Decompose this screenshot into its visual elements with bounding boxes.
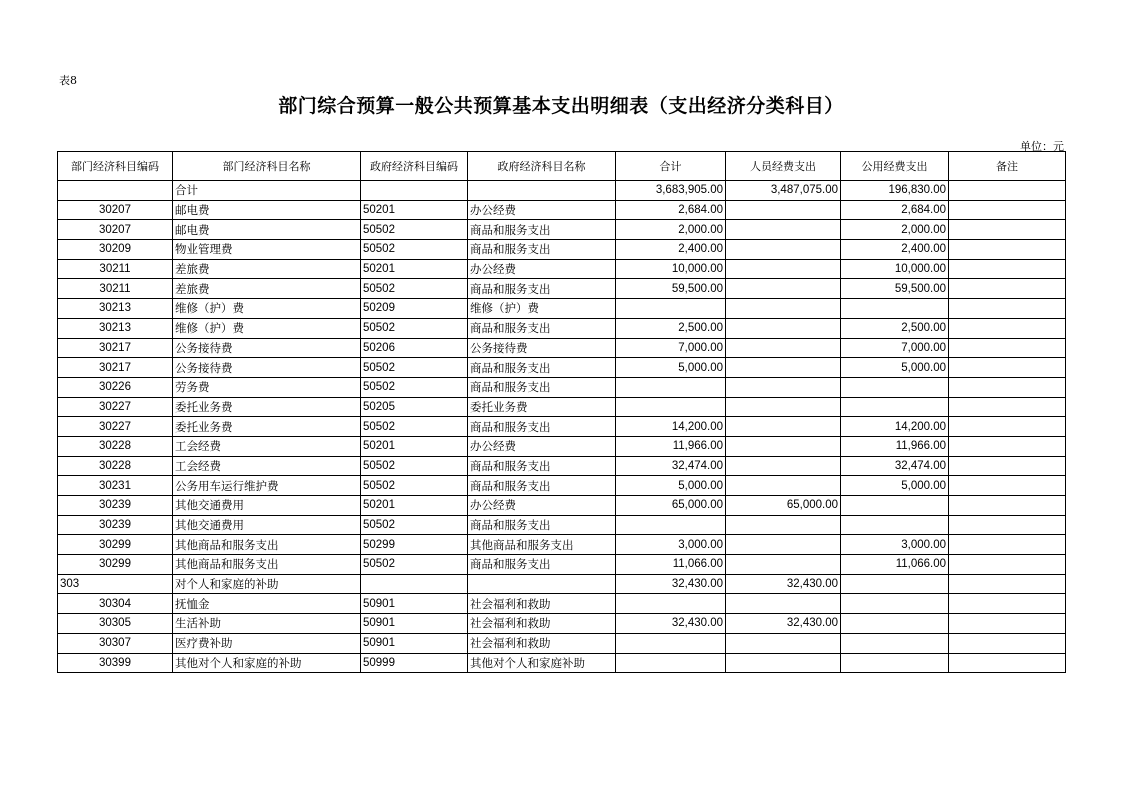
cell-note <box>949 377 1066 397</box>
cell-dept-code: 30213 <box>58 299 173 319</box>
cell-dept-code <box>58 181 173 201</box>
cell-dept-name: 工会经费 <box>173 456 361 476</box>
cell-gov-code: 50502 <box>361 555 468 575</box>
table-row <box>58 574 1066 594</box>
cell-personnel <box>726 436 841 456</box>
cell-dept-name: 对个人和家庭的补助 <box>173 574 361 594</box>
cell-personnel <box>726 200 841 220</box>
cell-public: 5,000.00 <box>841 476 949 496</box>
cell-note <box>949 436 1066 456</box>
cell-note <box>949 496 1066 516</box>
cell-dept-code: 30305 <box>58 614 173 634</box>
cell-public: 32,474.00 <box>841 456 949 476</box>
cell-gov-code: 50502 <box>361 476 468 496</box>
cell-public <box>841 614 949 634</box>
cell-gov-code: 50502 <box>361 318 468 338</box>
cell-public <box>841 496 949 516</box>
cell-note <box>949 240 1066 260</box>
cell-personnel <box>726 377 841 397</box>
cell-total: 5,000.00 <box>616 476 726 496</box>
cell-dept-code: 30213 <box>58 318 173 338</box>
cell-gov-code: 50201 <box>361 259 468 279</box>
cell-total <box>616 633 726 653</box>
header-note: 备注 <box>949 152 1066 181</box>
table-row <box>58 299 1066 319</box>
cell-total: 3,683,905.00 <box>616 181 726 201</box>
cell-note <box>949 456 1066 476</box>
table-row <box>58 555 1066 575</box>
cell-gov-code: 50502 <box>361 279 468 299</box>
cell-personnel <box>726 535 841 555</box>
cell-gov-code: 50502 <box>361 456 468 476</box>
cell-public: 7,000.00 <box>841 338 949 358</box>
cell-total: 14,200.00 <box>616 417 726 437</box>
cell-gov-code: 50205 <box>361 397 468 417</box>
cell-dept-name: 差旅费 <box>173 279 361 299</box>
cell-note <box>949 220 1066 240</box>
cell-personnel <box>726 299 841 319</box>
cell-personnel <box>726 358 841 378</box>
table-row <box>58 397 1066 417</box>
table-row <box>58 279 1066 299</box>
cell-gov-name: 商品和服务支出 <box>468 358 616 378</box>
table-row <box>58 417 1066 437</box>
cell-gov-name: 商品和服务支出 <box>468 318 616 338</box>
cell-public <box>841 397 949 417</box>
cell-gov-code: 50502 <box>361 515 468 535</box>
cell-dept-code: 303 <box>58 574 173 594</box>
cell-note <box>949 397 1066 417</box>
cell-gov-code: 50502 <box>361 417 468 437</box>
cell-dept-name: 公务接待费 <box>173 338 361 358</box>
cell-total: 32,474.00 <box>616 456 726 476</box>
cell-personnel <box>726 476 841 496</box>
cell-public: 3,000.00 <box>841 535 949 555</box>
cell-gov-name: 商品和服务支出 <box>468 377 616 397</box>
header-gov-code: 政府经济科目编码 <box>361 152 468 181</box>
cell-public: 2,684.00 <box>841 200 949 220</box>
cell-gov-name <box>468 574 616 594</box>
cell-dept-name: 委托业务费 <box>173 417 361 437</box>
cell-dept-name: 邮电费 <box>173 220 361 240</box>
table-row <box>58 181 1066 201</box>
table-row <box>58 614 1066 634</box>
cell-public: 5,000.00 <box>841 358 949 378</box>
cell-note <box>949 299 1066 319</box>
cell-gov-name: 社会福利和救助 <box>468 594 616 614</box>
cell-note <box>949 653 1066 673</box>
table-row <box>58 318 1066 338</box>
table-row <box>58 259 1066 279</box>
cell-total: 11,066.00 <box>616 555 726 575</box>
cell-public: 11,966.00 <box>841 436 949 456</box>
cell-total: 11,966.00 <box>616 436 726 456</box>
cell-gov-name: 商品和服务支出 <box>468 220 616 240</box>
cell-note <box>949 555 1066 575</box>
cell-gov-name: 商品和服务支出 <box>468 240 616 260</box>
page-title: 部门综合预算一般公共预算基本支出明细表（支出经济分类科目） <box>278 95 844 117</box>
cell-personnel <box>726 318 841 338</box>
cell-dept-name: 差旅费 <box>173 259 361 279</box>
table-row <box>58 200 1066 220</box>
table-row <box>58 594 1066 614</box>
table-row <box>58 338 1066 358</box>
cell-note <box>949 515 1066 535</box>
cell-total <box>616 299 726 319</box>
cell-gov-name: 委托业务费 <box>468 397 616 417</box>
cell-total: 2,684.00 <box>616 200 726 220</box>
cell-total: 32,430.00 <box>616 574 726 594</box>
cell-gov-name: 维修（护）费 <box>468 299 616 319</box>
cell-public <box>841 299 949 319</box>
cell-public: 196,830.00 <box>841 181 949 201</box>
cell-note <box>949 279 1066 299</box>
table-row <box>58 358 1066 378</box>
table-row <box>58 436 1066 456</box>
cell-gov-name: 办公经费 <box>468 436 616 456</box>
cell-total: 7,000.00 <box>616 338 726 358</box>
cell-gov-code: 50999 <box>361 653 468 673</box>
cell-gov-code: 50502 <box>361 240 468 260</box>
cell-total <box>616 397 726 417</box>
cell-dept-code: 30228 <box>58 436 173 456</box>
cell-dept-name: 生活补助 <box>173 614 361 634</box>
cell-dept-code: 30231 <box>58 476 173 496</box>
cell-dept-name: 邮电费 <box>173 200 361 220</box>
cell-personnel: 32,430.00 <box>726 614 841 634</box>
cell-gov-code: 50201 <box>361 436 468 456</box>
cell-personnel <box>726 633 841 653</box>
header-row <box>58 152 1066 181</box>
cell-dept-code: 30239 <box>58 515 173 535</box>
cell-total: 2,400.00 <box>616 240 726 260</box>
table-row <box>58 633 1066 653</box>
cell-gov-code <box>361 574 468 594</box>
cell-total: 3,000.00 <box>616 535 726 555</box>
cell-gov-name: 商品和服务支出 <box>468 456 616 476</box>
cell-dept-name: 其他交通费用 <box>173 515 361 535</box>
cell-dept-name: 其他商品和服务支出 <box>173 535 361 555</box>
cell-personnel <box>726 279 841 299</box>
cell-gov-code <box>361 181 468 201</box>
cell-note <box>949 338 1066 358</box>
cell-gov-name: 办公经费 <box>468 259 616 279</box>
budget-table <box>57 151 1066 673</box>
cell-total <box>616 515 726 535</box>
cell-dept-code: 30226 <box>58 377 173 397</box>
cell-total: 59,500.00 <box>616 279 726 299</box>
cell-dept-name: 其他商品和服务支出 <box>173 555 361 575</box>
cell-gov-name: 商品和服务支出 <box>468 476 616 496</box>
cell-dept-name: 公务接待费 <box>173 358 361 378</box>
cell-dept-code: 30209 <box>58 240 173 260</box>
cell-gov-name: 商品和服务支出 <box>468 555 616 575</box>
cell-public <box>841 633 949 653</box>
cell-gov-name: 商品和服务支出 <box>468 279 616 299</box>
cell-personnel <box>726 653 841 673</box>
cell-dept-name: 物业管理费 <box>173 240 361 260</box>
cell-personnel <box>726 220 841 240</box>
cell-note <box>949 574 1066 594</box>
header-dept-code: 部门经济科目编码 <box>58 152 173 181</box>
cell-dept-name: 维修（护）费 <box>173 299 361 319</box>
cell-public <box>841 574 949 594</box>
header-gov-name: 政府经济科目名称 <box>468 152 616 181</box>
cell-total <box>616 653 726 673</box>
cell-dept-name: 公务用车运行维护费 <box>173 476 361 496</box>
table-row <box>58 377 1066 397</box>
cell-dept-code: 30207 <box>58 220 173 240</box>
cell-total <box>616 594 726 614</box>
cell-public: 11,066.00 <box>841 555 949 575</box>
cell-gov-code: 50502 <box>361 377 468 397</box>
cell-public: 10,000.00 <box>841 259 949 279</box>
cell-personnel <box>726 240 841 260</box>
cell-gov-code: 50502 <box>361 220 468 240</box>
table-row <box>58 515 1066 535</box>
cell-note <box>949 318 1066 338</box>
cell-gov-code: 50201 <box>361 200 468 220</box>
table-row <box>58 535 1066 555</box>
table-number: 表8 <box>59 74 77 87</box>
cell-personnel <box>726 338 841 358</box>
cell-dept-code: 30217 <box>58 358 173 378</box>
cell-personnel <box>726 417 841 437</box>
cell-gov-name: 社会福利和救助 <box>468 614 616 634</box>
cell-gov-code: 50201 <box>361 496 468 516</box>
cell-personnel <box>726 397 841 417</box>
cell-dept-name: 维修（护）费 <box>173 318 361 338</box>
cell-note <box>949 200 1066 220</box>
cell-personnel: 32,430.00 <box>726 574 841 594</box>
cell-public: 14,200.00 <box>841 417 949 437</box>
cell-dept-name: 抚恤金 <box>173 594 361 614</box>
cell-gov-name: 办公经费 <box>468 496 616 516</box>
header-personnel: 人员经费支出 <box>726 152 841 181</box>
cell-dept-code: 30299 <box>58 535 173 555</box>
cell-note <box>949 259 1066 279</box>
cell-note <box>949 358 1066 378</box>
table-body <box>58 181 1066 673</box>
table-row <box>58 476 1066 496</box>
cell-total: 65,000.00 <box>616 496 726 516</box>
cell-gov-name: 商品和服务支出 <box>468 417 616 437</box>
cell-public <box>841 377 949 397</box>
cell-total <box>616 377 726 397</box>
cell-public <box>841 653 949 673</box>
cell-note <box>949 535 1066 555</box>
cell-dept-name: 其他对个人和家庭的补助 <box>173 653 361 673</box>
cell-dept-code: 30211 <box>58 279 173 299</box>
cell-dept-code: 30299 <box>58 555 173 575</box>
cell-gov-name: 公务接待费 <box>468 338 616 358</box>
cell-personnel: 65,000.00 <box>726 496 841 516</box>
table-row <box>58 240 1066 260</box>
cell-gov-name: 商品和服务支出 <box>468 515 616 535</box>
cell-gov-code: 50209 <box>361 299 468 319</box>
cell-gov-code: 50901 <box>361 594 468 614</box>
cell-note <box>949 633 1066 653</box>
cell-dept-code: 30227 <box>58 417 173 437</box>
header-dept-name: 部门经济科目名称 <box>173 152 361 181</box>
cell-gov-name: 其他对个人和家庭补助 <box>468 653 616 673</box>
cell-gov-name: 办公经费 <box>468 200 616 220</box>
cell-dept-code: 30227 <box>58 397 173 417</box>
cell-note <box>949 614 1066 634</box>
header-public: 公用经费支出 <box>841 152 949 181</box>
cell-dept-name: 工会经费 <box>173 436 361 456</box>
cell-total: 10,000.00 <box>616 259 726 279</box>
cell-dept-code: 30239 <box>58 496 173 516</box>
cell-personnel <box>726 259 841 279</box>
cell-dept-code: 30207 <box>58 200 173 220</box>
cell-dept-code: 30228 <box>58 456 173 476</box>
cell-public <box>841 515 949 535</box>
cell-public: 2,500.00 <box>841 318 949 338</box>
cell-dept-code: 30304 <box>58 594 173 614</box>
cell-gov-name <box>468 181 616 201</box>
table-row <box>58 653 1066 673</box>
cell-note <box>949 181 1066 201</box>
cell-personnel <box>726 456 841 476</box>
cell-dept-name: 合计 <box>173 181 361 201</box>
cell-dept-name: 医疗费补助 <box>173 633 361 653</box>
cell-dept-name: 其他交通费用 <box>173 496 361 516</box>
table-row <box>58 220 1066 240</box>
cell-gov-code: 50502 <box>361 358 468 378</box>
cell-gov-name: 社会福利和救助 <box>468 633 616 653</box>
cell-personnel <box>726 594 841 614</box>
cell-dept-code: 30399 <box>58 653 173 673</box>
cell-gov-code: 50206 <box>361 338 468 358</box>
cell-dept-name: 劳务费 <box>173 377 361 397</box>
cell-public: 59,500.00 <box>841 279 949 299</box>
header-total: 合计 <box>616 152 726 181</box>
cell-total: 2,500.00 <box>616 318 726 338</box>
cell-gov-code: 50901 <box>361 633 468 653</box>
cell-dept-code: 30211 <box>58 259 173 279</box>
cell-personnel <box>726 555 841 575</box>
table-row <box>58 496 1066 516</box>
cell-note <box>949 417 1066 437</box>
cell-personnel <box>726 515 841 535</box>
cell-public <box>841 594 949 614</box>
cell-total: 2,000.00 <box>616 220 726 240</box>
cell-note <box>949 594 1066 614</box>
cell-total: 5,000.00 <box>616 358 726 378</box>
cell-dept-code: 30217 <box>58 338 173 358</box>
cell-total: 32,430.00 <box>616 614 726 634</box>
cell-gov-name: 其他商品和服务支出 <box>468 535 616 555</box>
cell-personnel: 3,487,075.00 <box>726 181 841 201</box>
cell-note <box>949 476 1066 496</box>
cell-gov-code: 50901 <box>361 614 468 634</box>
cell-dept-name: 委托业务费 <box>173 397 361 417</box>
cell-dept-code: 30307 <box>58 633 173 653</box>
cell-public: 2,400.00 <box>841 240 949 260</box>
unit-label: 单位：元 <box>1020 140 1064 153</box>
table-row <box>58 456 1066 476</box>
cell-public: 2,000.00 <box>841 220 949 240</box>
cell-gov-code: 50299 <box>361 535 468 555</box>
